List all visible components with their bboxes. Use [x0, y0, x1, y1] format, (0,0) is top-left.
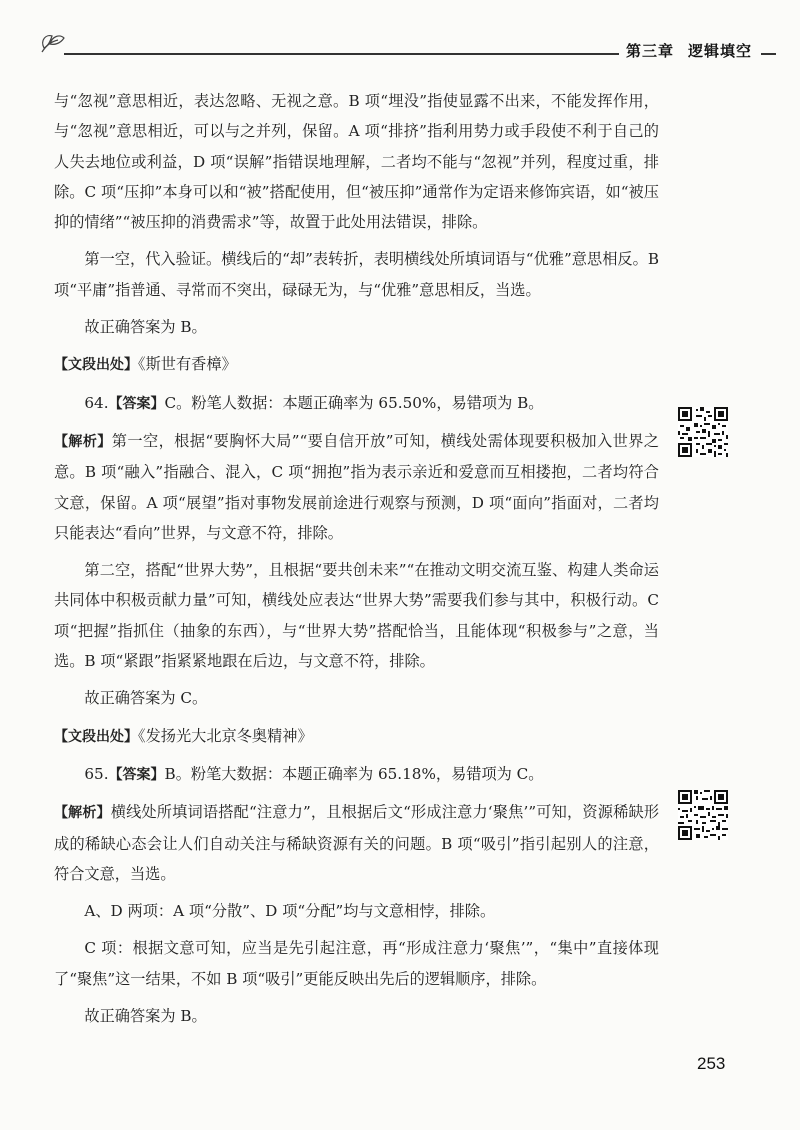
chapter-title — [626, 40, 752, 61]
question-number: 65. — [84, 764, 109, 783]
answer-line — [54, 759, 659, 790]
source-label: 【文段出处】 — [54, 357, 138, 374]
leaf-icon — [36, 28, 66, 58]
source-line — [54, 349, 659, 380]
qr-code-icon[interactable] — [678, 407, 728, 457]
paragraph: 与“忽视”意思相近，表达忽略、无视之意。B 项“埋没”指使显露不出来，不能发挥作用，与“忽视”意思相近，可以与之并列，保留。A 项“排挤”指利用势力或手段使不利于自己的人失去地位或利益，D 项“误解”指错误地理解，二者均不能与“忽视”并列，程度过重，排除。C 项“压抑”本身可以和“被”搭配使用，但“被压抑”通常作为定语来修饰宾语，如“被压抑的情绪”“被压抑的消费需求”等，故置于此处用法错误，排除。 — [54, 92, 659, 232]
answer-line — [54, 388, 659, 419]
paragraph: C 项：根据文意可知，应当是先引起注意，再“形成注意力‘聚焦’”，“集中”直接体现了“聚焦”这一结果，不如 B 项“吸引”更能反映出先后的逻辑顺序，排除。 — [54, 939, 659, 988]
analysis-label: 【解析】 — [54, 805, 111, 822]
section-label: 逻辑填空 — [688, 42, 753, 60]
analysis-label: 【解析】 — [54, 433, 112, 450]
chapter-label: 第三章 — [626, 42, 675, 60]
source-text: 《发扬光大北京冬奥精神》 — [138, 726, 313, 745]
conclusion: 故正确答案为 C。 — [84, 689, 208, 708]
paragraph: 第一空，代入验证。横线后的“却”表转折，表明横线处所填词语与“优雅”意思相反。B 项“平庸”指普通、寻常而不突出，碌碌无为，与“优雅”意思相反，当选。 — [54, 250, 659, 299]
header-rule-right — [761, 53, 776, 55]
header-rule-left — [64, 53, 619, 55]
answer-label: 【答案】 — [108, 395, 165, 412]
question-number: 64. — [84, 393, 109, 412]
paragraph: 第二空，搭配“世界大势”，且根据“要共创未来”“在推动文明交流互鉴、构建人类命运共同体中积极贡献力量”可知，横线处应表达“世界大势”需要我们参与其中，积极行动。C 项“把握”指抓住（抽象的东西），与“世界大势”搭配恰当，且能体现“积极参与”之意，当选。B 项“紧跟”指紧紧地跟在后边，与文意不符，排除。 — [54, 561, 659, 671]
source-text: 《斯世有香樟》 — [138, 355, 237, 374]
analysis-text: 横线处所填词语搭配“注意力”，且根据后文“形成注意力‘聚焦’”可知，资源稀缺形成的稀缺心态会让人们自动关注与稀缺资源有关的问题。B 项“吸引”指引起别人的注意，符合文意，当选。 — [54, 803, 660, 883]
page-header — [36, 28, 776, 68]
source-label: 【文段出处】 — [54, 728, 138, 745]
answer-label: 【答案】 — [108, 766, 165, 783]
analysis-text: 第一空，根据“要胸怀大局”“要自信开放”可知，横线处需体现要积极加入世界之意。B 项“融入”指融合、混入，C 项“拥抱”指为表示亲近和爱意而互相搂抱，二者均符合文意，保留。A 项“展望”指对事物发展前途进行观察与预测，D 项“面向”指面对，二者均只能表达“看向”世界，与文意不符，排除。 — [54, 431, 659, 542]
paragraph: A、D 两项：A 项“分散”、D 项“分配”均与文意相悖，排除。 — [84, 902, 496, 921]
answer-text: B。粉笔大数据：本题正确率为 65.18%，易错项为 C。 — [164, 764, 544, 783]
analysis-paragraph — [54, 797, 659, 889]
page-body — [54, 86, 659, 1031]
analysis-paragraph — [54, 426, 659, 548]
source-line — [54, 721, 659, 752]
qr-code-icon[interactable] — [678, 790, 728, 840]
paragraph: 故正确答案为 B。 — [84, 318, 207, 337]
page-number: 253 — [697, 1054, 726, 1073]
conclusion: 故正确答案为 B。 — [84, 1007, 207, 1026]
answer-text: C。粉笔人数据：本题正确率为 65.50%，易错项为 B。 — [164, 393, 544, 412]
